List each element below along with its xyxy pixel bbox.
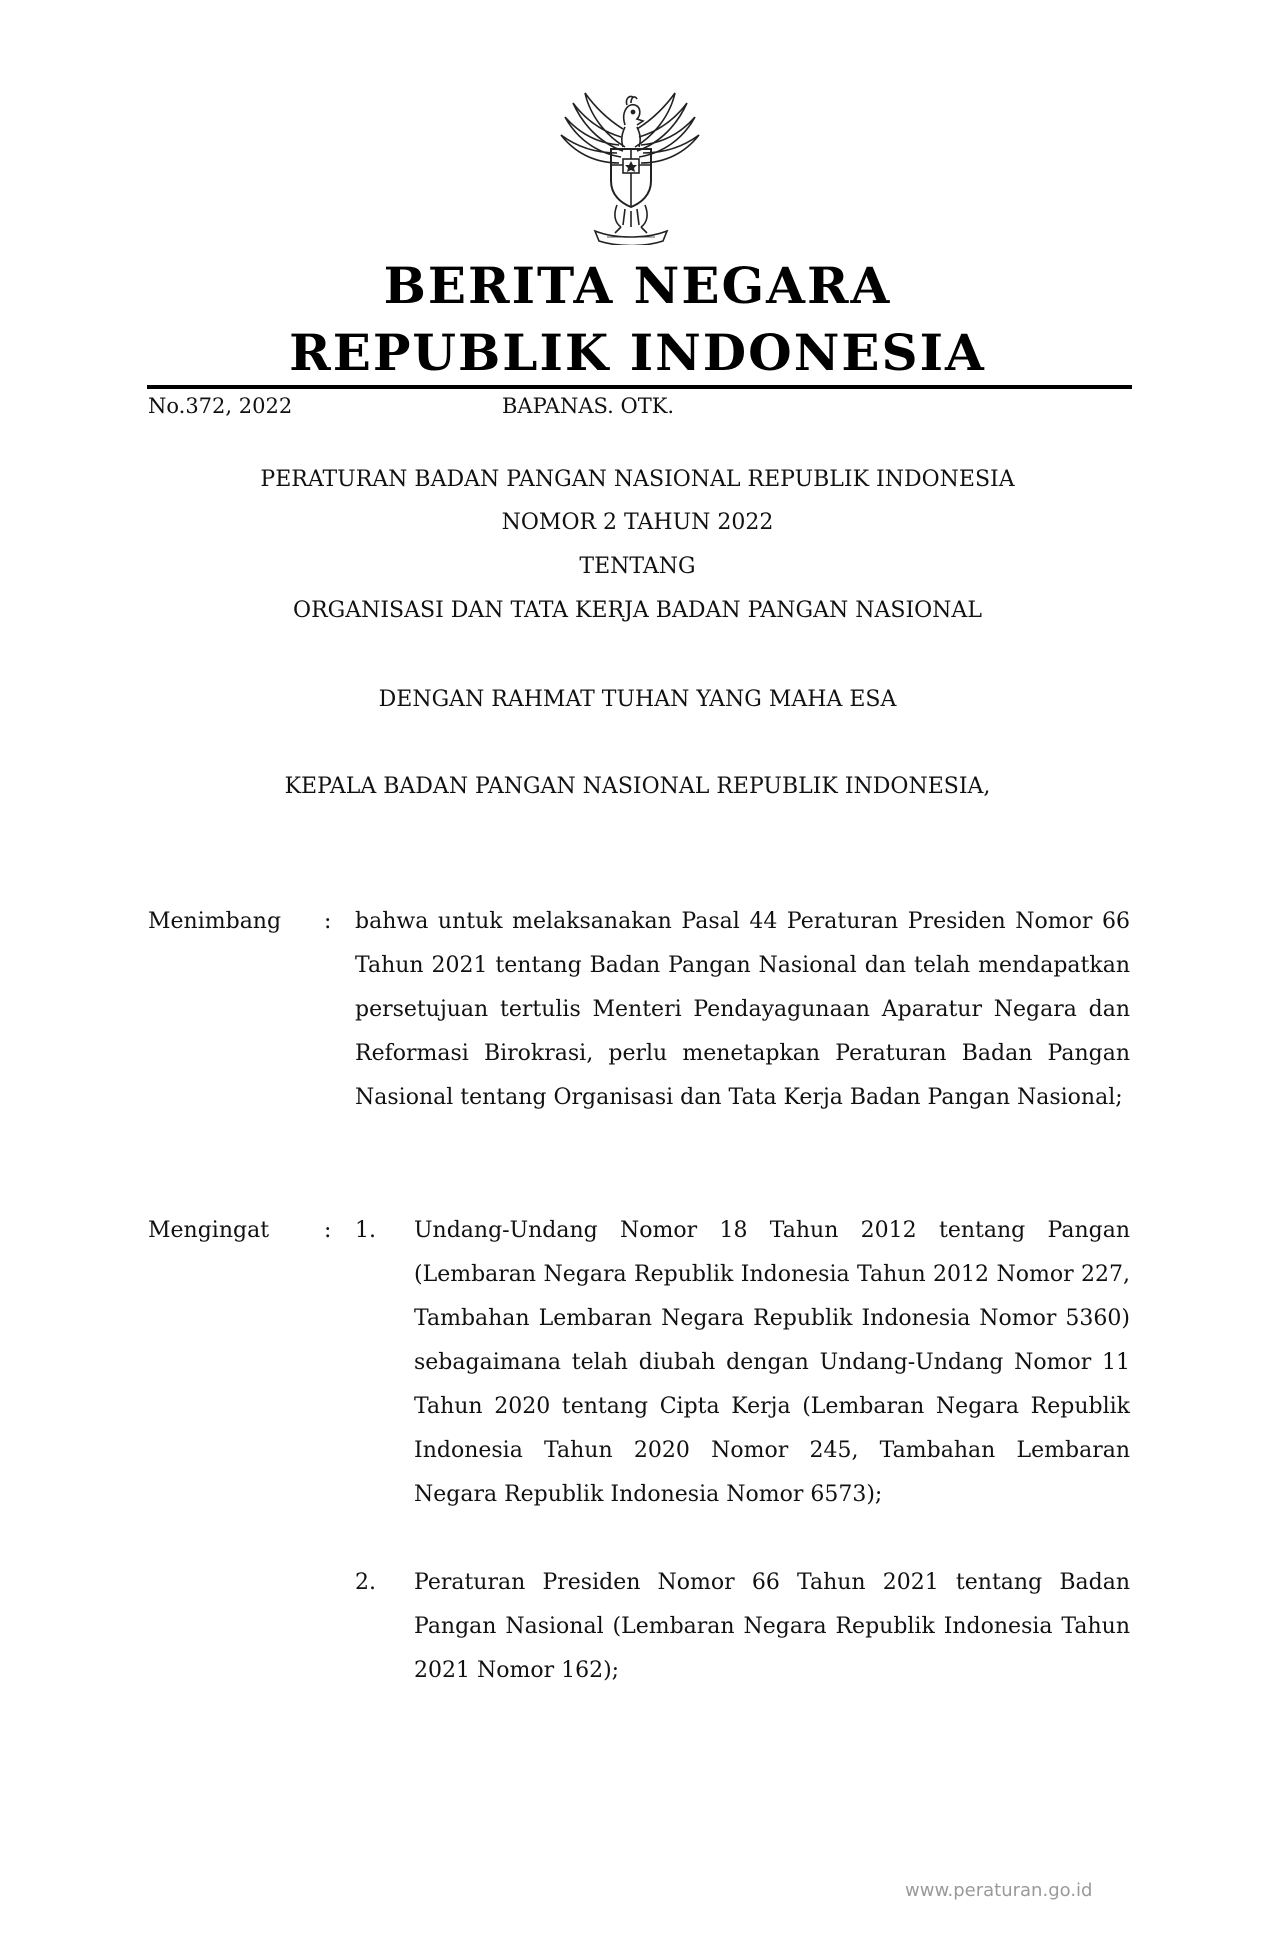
menimbang-text: bahwa untuk melaksanakan Pasal 44 Peraturan Presiden Nomor 66 Tahun 2021 tentang Badan Pangan Nasional dan telah mendapatkan persetujuan tertulis Menteri Pendayagunaan Aparatur Negara dan Reformasi Birokrasi, perlu menetapkan Peraturan Badan Pangan Nasional tentang Organisasi dan Tata Kerja Badan Pangan Nasional; [355,909,1130,1110]
gazette-code: BAPANAS. OTK. [502,394,675,418]
mengingat-colon: : [324,1218,332,1243]
issuer: KEPALA BADAN PANGAN NASIONAL REPUBLIK INDONESIA, [284,774,991,799]
regulation-number: NOMOR 2 TAHUN 2022 [501,510,774,535]
gazette-number: No.372, 2022 [148,394,293,418]
garuda-emblem-icon [555,85,705,245]
list-item: Peraturan Presiden Nomor 66 Tahun 2021 tentang Badan Pangan Nasional (Lembaran Negara Republik Indonesia Tahun 2021 Nomor 162); [414,1570,1130,1683]
list-item-number: 1. [355,1218,376,1243]
masthead-divider [147,385,1132,389]
list-item: Undang-Undang Nomor 18 Tahun 2012 tentang Pangan (Lembaran Negara Republik Indonesia Tahun 2012 Nomor 227, Tambahan Lembaran Negara Republik Indonesia Nomor 5360) sebagaimana telah diubah dengan Undang-Undang Nomor 11 Tahun 2020 tentang Cipta Kerja (Lembaran Negara Republik Indonesia Tahun 2020 Nomor 245, Tambahan Lembaran Negara Republik Indonesia Nomor 6573); [414,1218,1130,1507]
mengingat-label: Mengingat [148,1218,270,1243]
regulation-tentang: TENTANG [579,554,696,579]
invocation: DENGAN RAHMAT TUHAN YANG MAHA ESA [378,687,897,712]
menimbang-label: Menimbang [148,909,282,934]
regulation-subject: ORGANISASI DAN TATA KERJA BADAN PANGAN NASIONAL [293,598,982,623]
list-item-number: 2. [355,1570,376,1595]
menimbang-colon: : [324,909,332,934]
footer-url: www.peraturan.go.id [905,1880,1093,1901]
masthead-title-line1: BERITA NEGARA [383,256,892,315]
masthead-title-line2: REPUBLIK INDONESIA [289,323,986,382]
regulation-title: PERATURAN BADAN PANGAN NASIONAL REPUBLIK INDONESIA [260,467,1015,492]
